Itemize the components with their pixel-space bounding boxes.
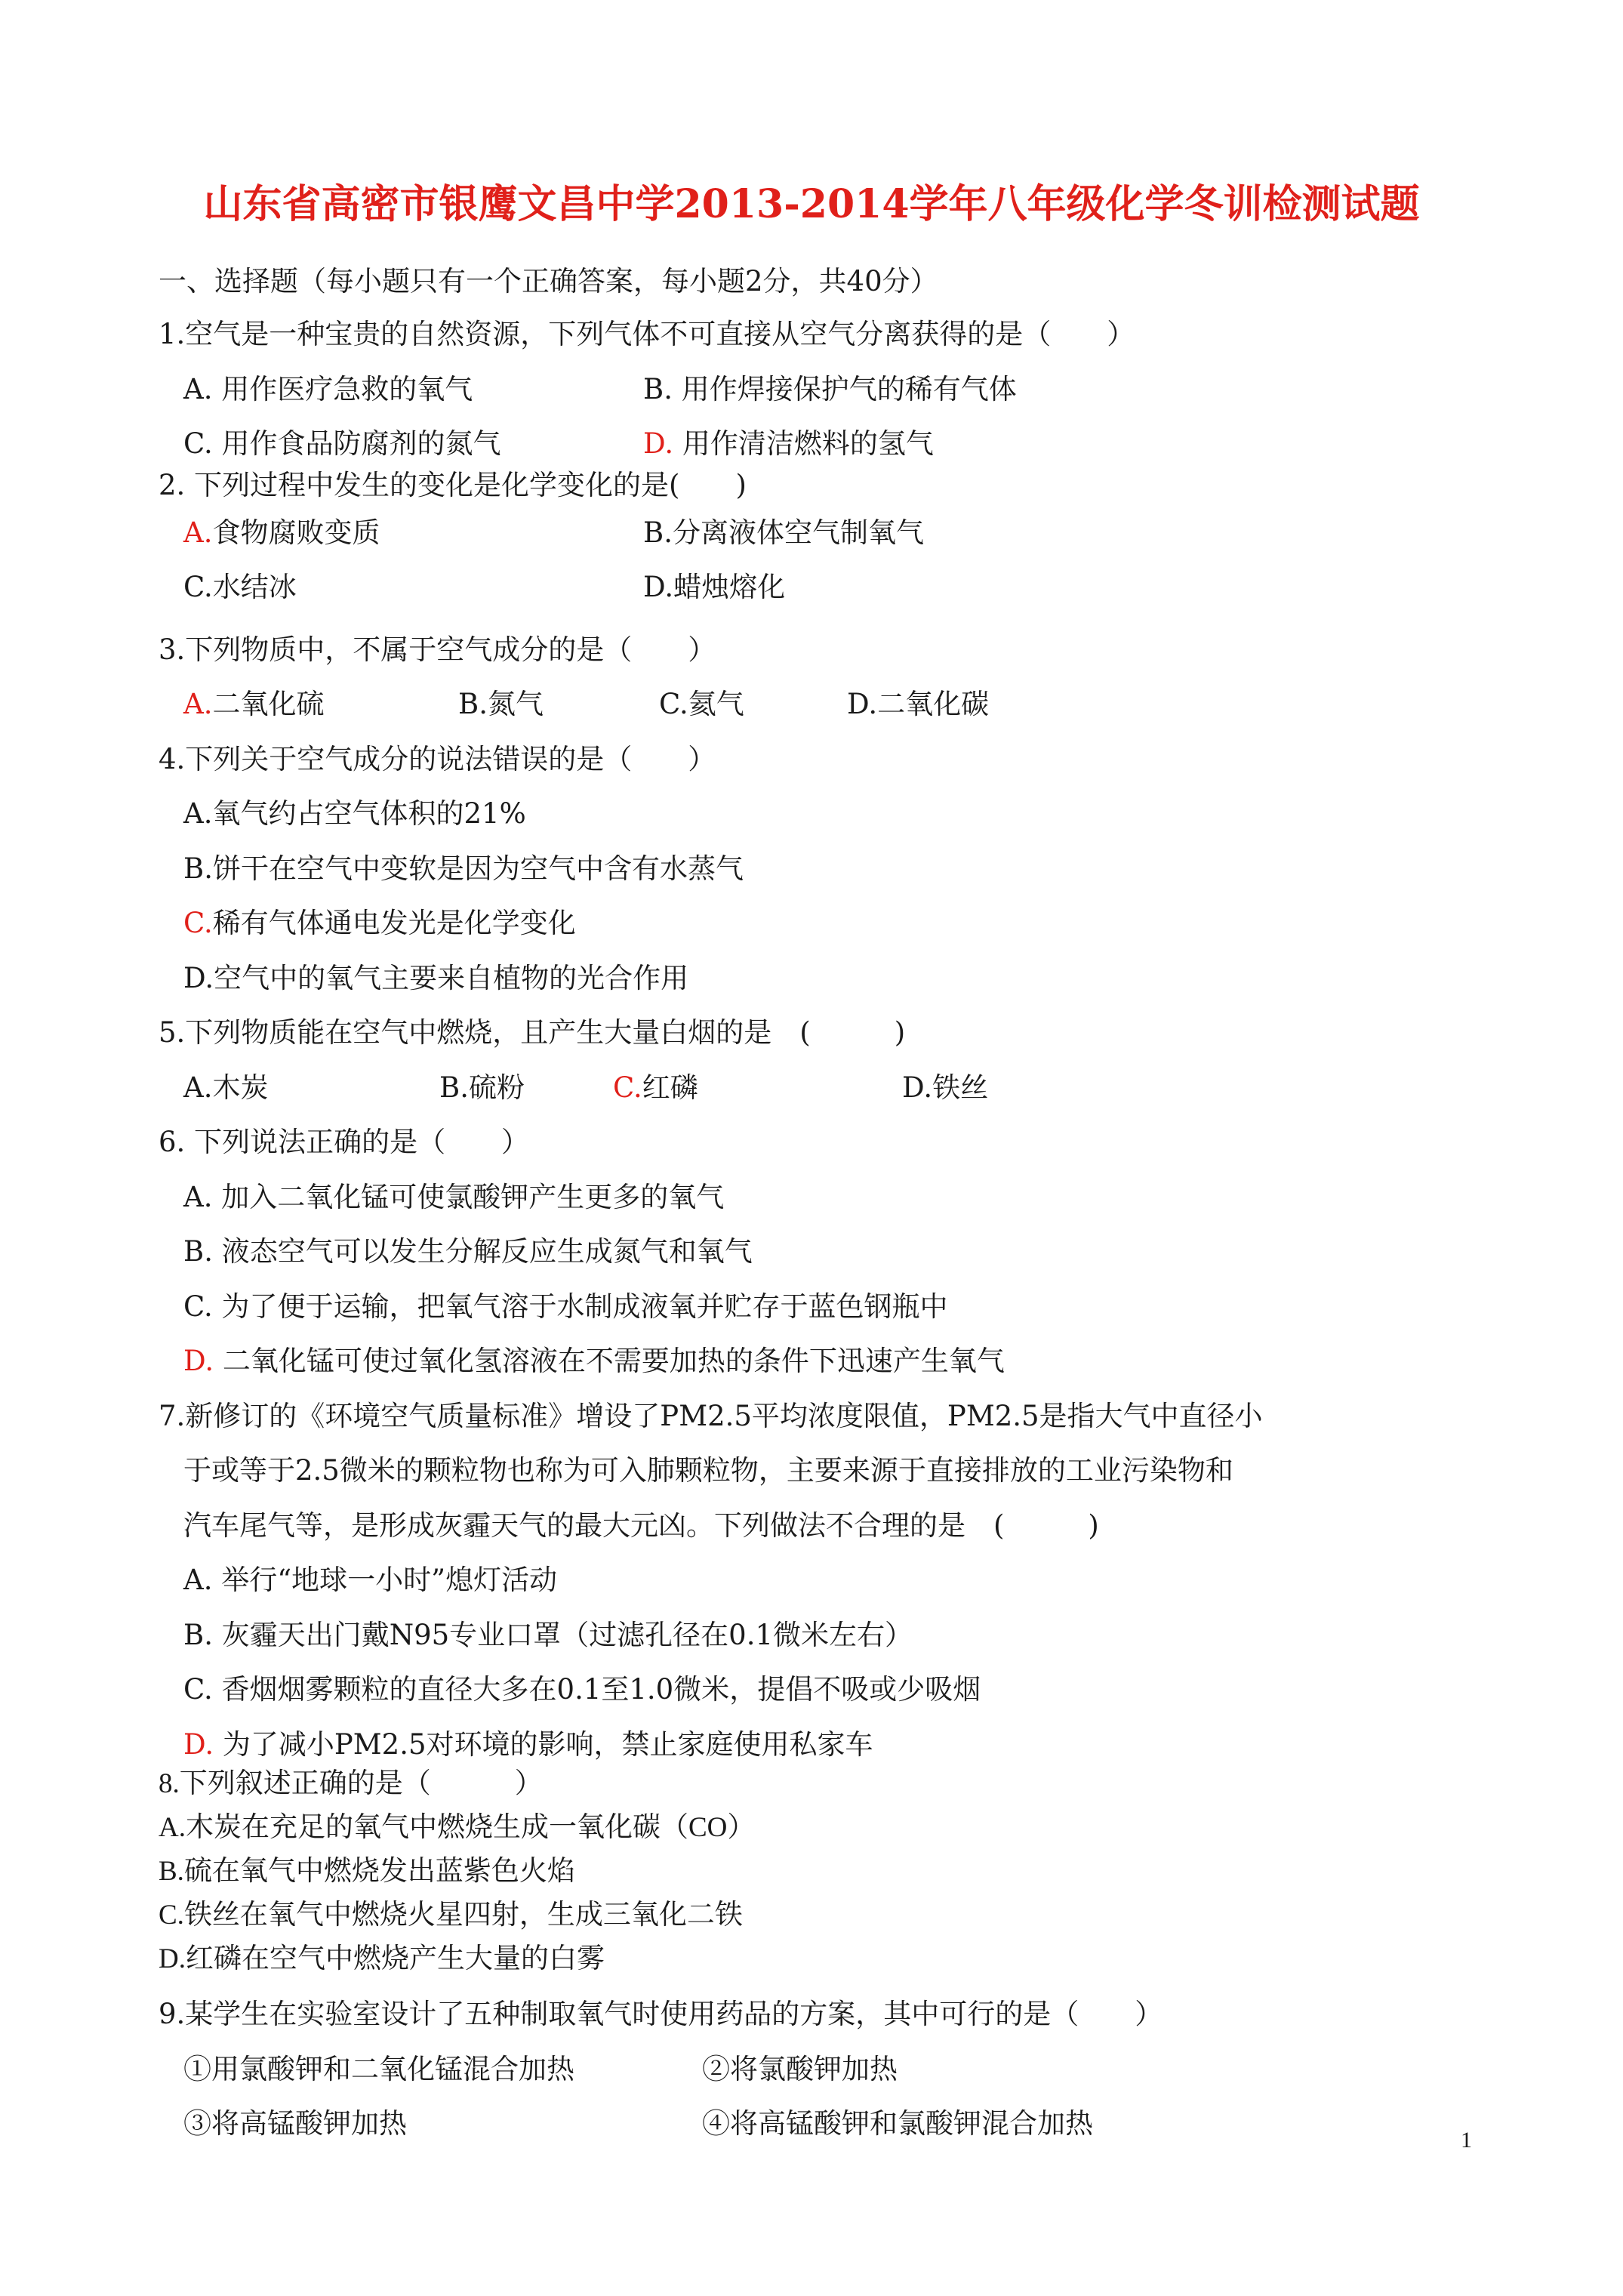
q3-option-c: [659, 687, 744, 722]
option-label: ②: [702, 2053, 730, 2085]
option-text: 饼干在空气中变软是因为空气中含有水蒸气: [212, 852, 744, 885]
option-text: 用作焊接保护气的稀有气体: [681, 373, 1017, 405]
option-text: 用作食品防腐剂的氮气: [221, 427, 501, 460]
option-text: 铁丝在氧气中燃烧火星四射，生成三氧化二铁: [183, 1900, 743, 1931]
q1-option-b: [643, 372, 1017, 407]
option-text: 香烟烟雾颗粒的直径大多在0.1至1.0微米，提倡不吸或少吸烟: [221, 1673, 981, 1706]
answer-option-label: D.: [643, 427, 674, 460]
question-2-stem: 2. 下列过程中发生的变化是化学变化的是( ): [159, 469, 747, 501]
option-label: C.: [183, 1290, 213, 1323]
page-number: 1: [1461, 2128, 1472, 2153]
answer-option-label: D.: [183, 1345, 214, 1377]
option-label: C.: [159, 1900, 184, 1931]
option-label: B.: [159, 1856, 184, 1887]
q3-option-a: [183, 687, 324, 722]
option-label: C.: [659, 688, 688, 720]
question-7-stem-line-2: 于或等于2.5微米的颗粒物也称为可入肺颗粒物，主要来源于直接排放的工业污染物和: [183, 1454, 1233, 1487]
question-7-stem-line-3: 汽车尾气等，是形成灰霾天气的最大元凶。下列做法不合理的是 ( ): [183, 1509, 1099, 1542]
option-text: 灰霾天出门戴N95专业口罩（过滤孔径在0.1微米左右）: [221, 1619, 913, 1651]
question-6-stem: 6. 下列说法正确的是（ ）: [159, 1126, 530, 1158]
q5-option-b: [439, 1071, 525, 1105]
option-label: D.: [183, 962, 214, 994]
question-7-stem-line-1: 7.新修订的《环境空气质量标准》增设了PM2.5平均浓度限值，PM2.5是指大气中直径小: [159, 1400, 1263, 1432]
q7-option-c: [183, 1672, 981, 1707]
q8-option-c: [159, 1898, 743, 1933]
q5-option-a: [183, 1071, 268, 1105]
option-label: A.: [183, 1564, 213, 1596]
q2-option-a: [183, 516, 380, 550]
option-label: A.: [159, 1812, 186, 1843]
option-text: 蜡烛熔化: [673, 571, 786, 603]
q8-option-a: [159, 1811, 755, 1845]
option-text: 为了便于运输，把氧气溶于水制成液氧并贮存于蓝色钢瓶中: [221, 1290, 948, 1323]
option-text: 液态空气可以发生分解反应生成氮气和氧气: [221, 1235, 753, 1268]
q1-option-d: [643, 427, 934, 461]
option-label: B.: [439, 1071, 469, 1104]
option-label: D.: [902, 1071, 933, 1104]
question-8-stem: 8.下列叙述正确的是（ ）: [159, 1768, 543, 1799]
q2-option-c: [183, 570, 297, 605]
option-text: 食物腐败变质: [212, 516, 380, 549]
option-text: 空气中的氧气主要来自植物的光合作用: [214, 962, 689, 994]
q6-option-d: [183, 1344, 1005, 1379]
option-text: 木炭: [212, 1071, 269, 1104]
q7-option-b: [183, 1618, 913, 1653]
section-heading: 一、选择题（每小题只有一个正确答案，每小题2分，共40分）: [159, 265, 938, 297]
q2-option-d: [643, 570, 785, 605]
option-text: 二氧化锰可使过氧化氢溶液在不需要加热的条件下迅速产生氧气: [222, 1345, 1005, 1377]
q9-option-2: [702, 2052, 898, 2087]
q7-option-a: [183, 1563, 557, 1598]
q3-option-b: [458, 687, 544, 722]
q4-option-d: [183, 961, 688, 996]
question-9-stem: 9.某学生在实验室设计了五种制取氧气时使用药品的方案，其中可行的是（ ）: [159, 1998, 1163, 2030]
q3-option-d: [847, 687, 989, 722]
option-label: C.: [183, 571, 213, 603]
option-text: 氦气: [688, 688, 744, 720]
option-label: A.: [183, 797, 213, 830]
option-label: B.: [458, 688, 488, 720]
option-label: D.: [847, 688, 878, 720]
answer-option-label: C.: [613, 1071, 642, 1104]
q6-option-c: [183, 1290, 948, 1324]
option-text: 用作清洁燃料的氢气: [682, 427, 934, 460]
option-text: 将高锰酸钾加热: [211, 2107, 407, 2140]
option-label: B.: [183, 852, 213, 885]
q6-option-b: [183, 1234, 753, 1269]
option-label: B.: [643, 516, 673, 549]
option-text: 用作医疗急救的氧气: [221, 373, 473, 405]
option-text: 举行“地球一小时”熄灯活动: [221, 1564, 558, 1596]
option-text: 水结冰: [212, 571, 297, 603]
q1-option-a: [183, 372, 473, 407]
option-text: 红磷在空气中燃烧产生大量的白雾: [185, 1943, 605, 1974]
q2-option-b: [643, 516, 924, 550]
answer-option-label: A.: [183, 688, 213, 720]
option-label: B.: [183, 1235, 213, 1268]
q5-option-c: [613, 1071, 698, 1105]
page-title: 山东省高密市银鹰文昌中学2013-2014学年八年级化学冬训检测试题: [203, 181, 1420, 227]
q5-option-d: [902, 1071, 988, 1105]
option-text: 将高锰酸钾和氯酸钾混合加热: [730, 2107, 1093, 2140]
q9-option-3: [183, 2106, 407, 2141]
option-text: 用氯酸钾和二氧化锰混合加热: [211, 2053, 574, 2085]
question-3-stem: 3.下列物质中，不属于空气成分的是（ ）: [159, 633, 716, 666]
answer-option-label: C.: [183, 907, 213, 939]
option-label: D.: [643, 571, 674, 603]
q4-option-b: [183, 852, 744, 886]
option-label: A.: [183, 373, 213, 405]
option-text: 木炭在充足的氧气中燃烧生成一氧化碳（CO）: [185, 1812, 756, 1843]
q7-option-d: [183, 1727, 873, 1762]
option-text: 硫粉: [468, 1071, 525, 1104]
option-text: 稀有气体通电发光是化学变化: [212, 907, 576, 939]
q4-option-a: [183, 797, 526, 831]
option-text: 二氧化硫: [212, 688, 325, 720]
q9-option-4: [702, 2106, 1093, 2141]
q9-option-1: [183, 2052, 574, 2087]
question-1-stem: 1.空气是一种宝贵的自然资源，下列气体不可直接从空气分离获得的是（ ）: [159, 318, 1135, 350]
option-text: 氮气: [487, 688, 544, 720]
option-label: A.: [183, 1071, 213, 1104]
q6-option-a: [183, 1180, 724, 1215]
option-label: ④: [702, 2107, 730, 2140]
option-label: C.: [183, 427, 213, 460]
q8-option-d: [159, 1942, 605, 1977]
option-text: 加入二氧化锰可使氯酸钾产生更多的氧气: [221, 1181, 725, 1213]
q1-option-c: [183, 427, 501, 461]
option-label: C.: [183, 1673, 213, 1706]
option-label: A.: [183, 1181, 213, 1213]
q8-option-b: [159, 1854, 575, 1889]
option-label: D.: [159, 1943, 186, 1974]
option-label: B.: [643, 373, 673, 405]
q4-option-c: [183, 906, 576, 941]
option-text: 红磷: [642, 1071, 698, 1104]
option-text: 氧气约占空气体积的21%: [212, 797, 526, 830]
option-text: 硫在氧气中燃烧发出蓝紫色火焰: [183, 1856, 575, 1887]
option-label: ①: [183, 2053, 211, 2085]
question-4-stem: 4.下列关于空气成分的说法错误的是（ ）: [159, 743, 716, 775]
answer-option-label: D.: [183, 1728, 214, 1761]
option-label: B.: [183, 1619, 213, 1651]
option-text: 将氯酸钾加热: [730, 2053, 898, 2085]
option-text: 为了减小PM2.5对环境的影响，禁止家庭使用私家车: [222, 1728, 873, 1761]
option-text: 二氧化碳: [877, 688, 990, 720]
question-5-stem: 5.下列物质能在空气中燃烧，且产生大量白烟的是 ( ): [159, 1016, 906, 1049]
option-label: ③: [183, 2107, 211, 2140]
option-text: 铁丝: [932, 1071, 989, 1104]
option-text: 分离液体空气制氧气: [672, 516, 924, 549]
answer-option-label: A.: [183, 516, 213, 549]
